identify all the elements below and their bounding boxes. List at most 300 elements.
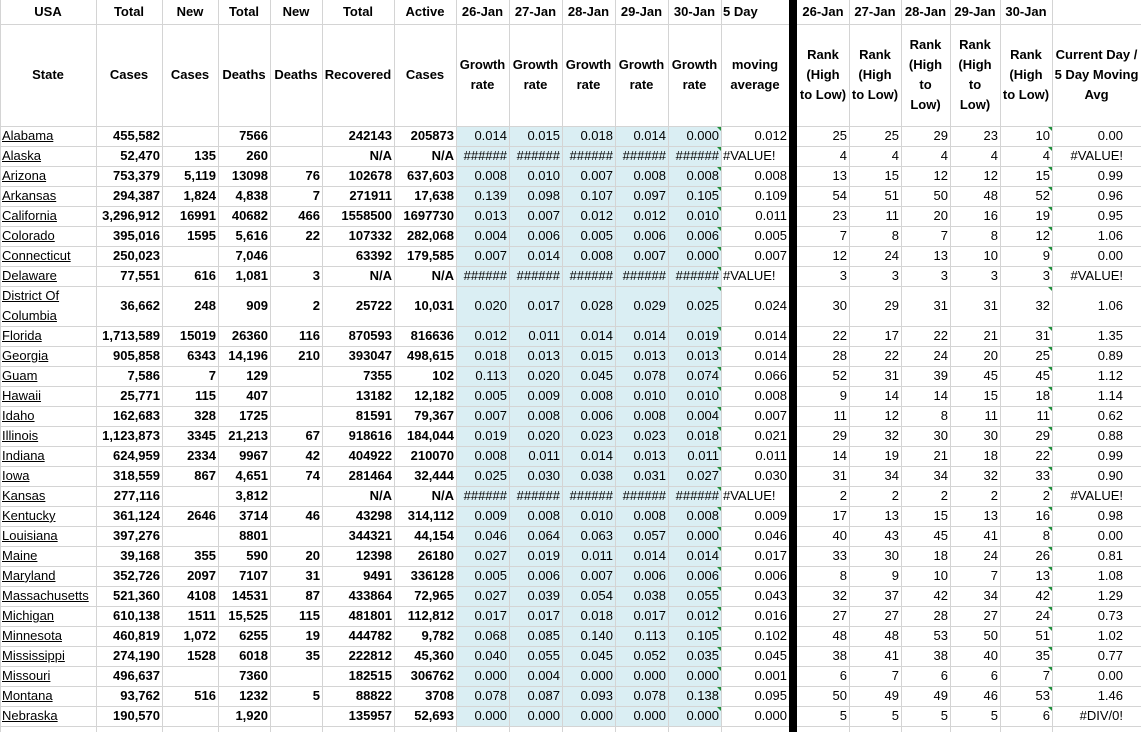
cell-new_deaths[interactable]: 5	[312, 687, 320, 703]
cell-g5[interactable]: 0.000	[668, 666, 721, 686]
cell-avg[interactable]: 0.016	[754, 607, 787, 623]
cell-g2[interactable]: 0.004	[509, 666, 562, 686]
cell-r1[interactable]: 5	[839, 707, 847, 723]
cell-g5[interactable]: ######	[668, 146, 721, 166]
cell-r4[interactable]: 11	[984, 407, 998, 423]
state-link[interactable]: Nebraska	[2, 707, 58, 723]
cell-deaths[interactable]: 260	[246, 147, 268, 163]
cell-new_deaths[interactable]: 3	[312, 267, 320, 283]
cell-avg[interactable]: 0.000	[754, 707, 787, 723]
subheader-r4[interactable]	[950, 24, 1000, 126]
subheader-cases[interactable]	[96, 24, 162, 126]
cell-cases[interactable]: 521,360	[113, 587, 160, 603]
state-link[interactable]: California	[2, 207, 57, 223]
cell-cur[interactable]: 0.00	[1097, 127, 1123, 143]
cell-new_deaths[interactable]: 115	[299, 607, 320, 623]
cell-avg[interactable]: 0.043	[754, 587, 787, 603]
cell-g2[interactable]: 0.011	[509, 326, 562, 346]
cell-r3[interactable]: 42	[933, 587, 948, 603]
state-link[interactable]: Louisiana	[2, 527, 58, 543]
cell-r2[interactable]: 11	[885, 207, 899, 223]
cell-g1[interactable]: 0.046	[456, 526, 509, 546]
header-cell-total3[interactable]: Total	[342, 3, 374, 19]
cell-g5[interactable]: 0.008	[668, 166, 721, 186]
cell-g3[interactable]: 0.018	[562, 606, 615, 626]
cell-active[interactable]: N/A	[431, 147, 454, 163]
subheader-g4[interactable]	[615, 24, 668, 126]
cell-g3[interactable]: 0.093	[562, 686, 615, 706]
cell-r1[interactable]: 25	[832, 127, 847, 143]
cell-new_cases[interactable]: 6343	[187, 347, 216, 363]
cell-r4[interactable]: 10	[983, 247, 998, 263]
cell-deaths[interactable]: 14531	[231, 587, 268, 603]
subheader-recovered[interactable]	[322, 24, 394, 126]
cell-recovered[interactable]: 1558500	[341, 207, 392, 223]
cell-r3[interactable]: 7	[940, 227, 948, 243]
cell-deaths[interactable]: 6255	[239, 627, 268, 643]
cell-new_cases[interactable]: 516	[194, 687, 216, 703]
cell-g2[interactable]: 0.007	[509, 206, 562, 226]
cell-r1[interactable]: 23	[832, 207, 847, 223]
cell-r3[interactable]: 24	[933, 347, 948, 363]
cell-cases[interactable]: 294,387	[113, 187, 160, 203]
cell-active[interactable]: 72,965	[414, 587, 454, 603]
cell-r2[interactable]: 34	[884, 467, 899, 483]
cell-r2[interactable]: 5	[891, 707, 899, 723]
cell-g2[interactable]: 0.009	[509, 386, 562, 406]
cell-r4[interactable]: 24	[983, 547, 998, 563]
cell-g1[interactable]: 0.040	[456, 646, 509, 666]
cell-g1[interactable]: 0.025	[456, 466, 509, 486]
cell-g3[interactable]: 0.140	[562, 626, 615, 646]
cell-g5[interactable]: 0.000	[668, 526, 721, 546]
cell-g1[interactable]: 0.007	[456, 246, 509, 266]
cell-active[interactable]: 205873	[410, 127, 454, 143]
cell-g3[interactable]: 0.107	[562, 186, 615, 206]
cell-r3[interactable]: 34	[933, 467, 948, 483]
cell-g5[interactable]: ######	[668, 486, 721, 506]
cell-new_cases[interactable]: 1,072	[183, 627, 216, 643]
cell-r1[interactable]: 6	[839, 667, 847, 683]
cell-new_cases[interactable]: 328	[194, 407, 216, 423]
cell-recovered[interactable]: 404922	[348, 447, 392, 463]
cell-r3[interactable]: 13	[933, 247, 948, 263]
cell-new_deaths[interactable]: 87	[305, 587, 320, 603]
subheader-avg[interactable]	[721, 24, 789, 126]
cell-avg[interactable]: 0.109	[754, 187, 787, 203]
cell-deaths[interactable]: 6018	[239, 647, 268, 663]
cell-active[interactable]: 498,615	[407, 347, 454, 363]
cell-avg[interactable]: 0.007	[754, 247, 787, 263]
cell-g3[interactable]: 0.063	[562, 526, 615, 546]
cell-g2[interactable]: 0.064	[509, 526, 562, 546]
cell-active[interactable]: N/A	[431, 487, 454, 503]
cell-new_cases[interactable]: 1595	[187, 227, 216, 243]
cell-new_deaths[interactable]: 7	[312, 187, 320, 203]
cell-g2[interactable]: 0.006	[509, 566, 562, 586]
cell-g4[interactable]: 0.000	[615, 706, 668, 726]
cell-r1[interactable]: 38	[832, 647, 847, 663]
cell-g2[interactable]: 0.008	[509, 406, 562, 426]
cell-g1[interactable]: 0.139	[456, 186, 509, 206]
cell-g2[interactable]: 0.039	[509, 586, 562, 606]
cell-recovered[interactable]: N/A	[369, 487, 392, 503]
cell-r5[interactable]: 29	[1035, 427, 1050, 443]
cell-new_deaths[interactable]	[270, 146, 322, 166]
state-link[interactable]: Maryland	[2, 567, 56, 583]
cell-cur[interactable]: 1.08	[1097, 567, 1123, 583]
cell-g4[interactable]: 0.052	[615, 646, 668, 666]
state-link[interactable]: Colorado	[2, 227, 55, 243]
cell-avg[interactable]: 0.066	[754, 367, 787, 383]
cell-r1[interactable]: 13	[832, 167, 847, 183]
cell-new_deaths[interactable]: 46	[305, 507, 320, 523]
cell-g5[interactable]: 0.018	[668, 426, 721, 446]
cell-g5[interactable]: 0.010	[668, 386, 721, 406]
cell-g4[interactable]: 0.008	[615, 166, 668, 186]
cell-r5[interactable]: 16	[1035, 507, 1050, 523]
cell-g2[interactable]: 0.013	[509, 346, 562, 366]
cell-r1[interactable]: 14	[832, 447, 847, 463]
cell-g5[interactable]: 0.000	[668, 706, 721, 726]
cell-new_cases[interactable]: 355	[194, 547, 216, 563]
state-link[interactable]: District Of Columbia	[2, 288, 60, 323]
cell-cases[interactable]: 39,168	[120, 547, 160, 563]
cell-avg[interactable]: 0.021	[754, 427, 787, 443]
cell-cur[interactable]: 0.99	[1097, 167, 1123, 183]
state-link[interactable]: Arkansas	[2, 187, 57, 203]
cell-deaths[interactable]: 13098	[231, 167, 268, 183]
cell-recovered[interactable]: 63392	[355, 247, 392, 263]
cell-cur[interactable]: 0.00	[1097, 667, 1123, 683]
cell-r3[interactable]: 29	[933, 127, 948, 143]
cell-r2[interactable]: 19	[884, 447, 899, 463]
cell-recovered[interactable]: 7355	[363, 367, 392, 383]
cell-recovered[interactable]: N/A	[369, 267, 392, 283]
cell-g5[interactable]: 0.025	[668, 286, 721, 326]
cell-r1[interactable]: 12	[832, 247, 847, 263]
subheader-deaths[interactable]	[218, 24, 270, 126]
subheader-g2[interactable]	[509, 24, 562, 126]
state-link[interactable]: Illinois	[2, 427, 39, 443]
cell-g1[interactable]: 0.009	[456, 506, 509, 526]
cell-active[interactable]: 306762	[410, 667, 454, 683]
cell-new_deaths[interactable]: 22	[305, 227, 320, 243]
cell-active[interactable]: 26180	[417, 547, 454, 563]
cell-r5[interactable]: 18	[1035, 387, 1050, 403]
cell-cases[interactable]: 1,123,873	[102, 427, 160, 443]
cell-deaths[interactable]: 7107	[239, 567, 268, 583]
cell-r2[interactable]: 51	[884, 187, 899, 203]
cell-r1[interactable]: 52	[832, 367, 847, 383]
cell-cur[interactable]: 1.12	[1097, 367, 1123, 383]
cell-recovered[interactable]: 81591	[355, 407, 392, 423]
cell-g2[interactable]: 0.011	[509, 446, 562, 466]
cell-active[interactable]: 52,693	[414, 707, 454, 723]
cell-g2[interactable]: 0.087	[509, 686, 562, 706]
cell-deaths[interactable]: 7,046	[235, 247, 268, 263]
subheader-g5[interactable]	[668, 24, 721, 126]
cell-recovered[interactable]: 9491	[363, 567, 392, 583]
cell-r1[interactable]: 28	[832, 347, 847, 363]
subheader-r2[interactable]	[849, 24, 901, 126]
cell-avg[interactable]: 0.011	[755, 447, 787, 463]
cell-new_deaths[interactable]: 210	[298, 347, 320, 363]
cell-r5[interactable]: 31	[1035, 327, 1050, 343]
cell-cases[interactable]: 93,762	[120, 687, 160, 703]
state-link[interactable]: Massachusetts	[2, 587, 89, 603]
cell-new_cases[interactable]: 616	[194, 267, 216, 283]
cell-cases[interactable]: 25,771	[120, 387, 160, 403]
state-link[interactable]: Idaho	[2, 407, 35, 423]
subheader-state[interactable]	[0, 24, 96, 126]
cell-deaths[interactable]: 14,196	[228, 347, 268, 363]
cell-g3[interactable]: 0.038	[562, 466, 615, 486]
subheader-new_cases[interactable]	[162, 24, 218, 126]
header-cell-rd5[interactable]: 30-Jan	[1005, 3, 1047, 19]
header-cell-total2[interactable]: Total	[228, 3, 260, 19]
cell-new_cases[interactable]: 115	[195, 387, 216, 403]
cell-cases[interactable]: 3,296,912	[102, 207, 160, 223]
cell-g2[interactable]: ######	[509, 266, 562, 286]
cell-active[interactable]: 44,154	[414, 527, 454, 543]
cell-active[interactable]: 32,444	[414, 467, 454, 483]
cell-r3[interactable]: 30	[933, 427, 948, 443]
header-cell-d1[interactable]: 26-Jan	[461, 3, 504, 19]
cell-recovered[interactable]: 344321	[348, 527, 392, 543]
cell-g3[interactable]: 0.006	[562, 406, 615, 426]
cell-active[interactable]: 210070	[410, 447, 454, 463]
state-link[interactable]: Hawaii	[2, 387, 42, 403]
cell-r4[interactable]: 46	[983, 687, 998, 703]
cell-g2[interactable]: 0.006	[509, 226, 562, 246]
header-cell-d5[interactable]: 30-Jan	[673, 3, 716, 19]
cell-r3[interactable]: 4	[940, 147, 948, 163]
cell-active[interactable]: 112,812	[407, 607, 454, 623]
cell-cases[interactable]: 36,662	[120, 297, 160, 313]
cell-new_cases[interactable]: 1511	[187, 607, 216, 623]
cell-new_cases[interactable]	[162, 126, 218, 146]
cell-r1[interactable]: 30	[832, 297, 847, 313]
cell-g2[interactable]: 0.015	[509, 126, 562, 146]
cell-g3[interactable]: ######	[562, 266, 615, 286]
cell-r5[interactable]: 7	[1042, 667, 1050, 683]
cell-r1[interactable]: 31	[832, 467, 847, 483]
cell-g4[interactable]: ######	[615, 486, 668, 506]
cell-cur[interactable]: 0.99	[1097, 447, 1123, 463]
cell-cases[interactable]: 352,726	[113, 567, 160, 583]
cell-avg[interactable]: 0.014	[754, 327, 787, 343]
cell-g1[interactable]: 0.020	[456, 286, 509, 326]
cell-r5[interactable]: 26	[1035, 547, 1050, 563]
cell-r4[interactable]: 16	[983, 207, 998, 223]
cell-avg[interactable]: 0.102	[754, 627, 787, 643]
cell-r4[interactable]: 4	[990, 147, 998, 163]
cell-g1[interactable]: ######	[456, 266, 509, 286]
cell-r5[interactable]: 51	[1035, 627, 1050, 643]
cell-r3[interactable]: 28	[933, 607, 948, 623]
cell-avg[interactable]: 0.009	[754, 507, 787, 523]
cell-g1[interactable]: 0.014	[456, 126, 509, 146]
cell-g4[interactable]: 0.038	[615, 586, 668, 606]
cell-g1[interactable]: 0.008	[456, 446, 509, 466]
cell-r3[interactable]: 39	[933, 367, 948, 383]
cell-cur[interactable]: 0.89	[1097, 347, 1123, 363]
cell-r4[interactable]: 48	[983, 187, 998, 203]
cell-r5[interactable]: 35	[1035, 647, 1050, 663]
cell-deaths[interactable]: 9967	[239, 447, 268, 463]
cell-recovered[interactable]: N/A	[369, 147, 392, 163]
cell-new_deaths[interactable]	[270, 366, 322, 386]
cell-cur[interactable]: 1.29	[1097, 587, 1123, 603]
cell-g1[interactable]: 0.012	[456, 326, 509, 346]
cell-cases[interactable]: 496,637	[113, 667, 160, 683]
cell-r4[interactable]: 18	[983, 447, 998, 463]
cell-g1[interactable]: 0.018	[456, 346, 509, 366]
cell-g1[interactable]: ######	[456, 146, 509, 166]
cell-g5[interactable]: 0.055	[668, 586, 721, 606]
cell-cur[interactable]: 1.02	[1097, 627, 1123, 643]
cell-new_deaths[interactable]: 74	[305, 467, 320, 483]
cell-cur[interactable]: 0.00	[1097, 527, 1123, 543]
subheader-new_deaths[interactable]	[270, 24, 322, 126]
cell-g4[interactable]: 0.029	[615, 286, 668, 326]
cell-r3[interactable]: 6	[940, 667, 948, 683]
cell-r1[interactable]: 22	[832, 327, 847, 343]
cell-recovered[interactable]: 444782	[348, 627, 392, 643]
cell-r2[interactable]: 30	[884, 547, 899, 563]
cell-active[interactable]: 17,638	[414, 187, 454, 203]
cell-new_cases[interactable]: 1528	[187, 647, 216, 663]
cell-active[interactable]: 184,044	[407, 427, 454, 443]
cell-r4[interactable]: 31	[983, 297, 998, 313]
cell-r2[interactable]: 31	[884, 367, 899, 383]
cell-deaths[interactable]: 1232	[239, 687, 268, 703]
cell-deaths[interactable]: 15,525	[228, 607, 268, 623]
cell-g3[interactable]: 0.010	[562, 506, 615, 526]
cell-recovered[interactable]: 271911	[349, 187, 392, 203]
cell-r1[interactable]: 32	[832, 587, 847, 603]
cell-r5[interactable]: 19	[1035, 207, 1050, 223]
cell-g1[interactable]: 0.004	[456, 226, 509, 246]
cell-r5[interactable]: 25	[1035, 347, 1050, 363]
cell-avg[interactable]: 0.095	[754, 687, 787, 703]
cell-new_deaths[interactable]	[270, 706, 322, 726]
cell-r3[interactable]: 18	[933, 547, 948, 563]
cell-r3[interactable]: 49	[933, 687, 948, 703]
cell-r5[interactable]: 33	[1035, 467, 1050, 483]
cell-g3[interactable]: 0.000	[562, 666, 615, 686]
cell-g4[interactable]: 0.008	[615, 406, 668, 426]
cell-active[interactable]: N/A	[431, 267, 454, 283]
cell-cases[interactable]: 624,959	[113, 447, 160, 463]
cell-r3[interactable]: 31	[933, 297, 948, 313]
header-cell-active[interactable]: Active	[405, 3, 445, 19]
cell-cur[interactable]: 0.96	[1097, 187, 1123, 203]
cell-deaths[interactable]: 21,213	[228, 427, 268, 443]
cell-new_deaths[interactable]	[270, 386, 322, 406]
cell-cases[interactable]: 318,559	[113, 467, 160, 483]
state-link[interactable]: Florida	[2, 327, 42, 343]
cell-r5[interactable]: 4	[1042, 147, 1050, 163]
cell-g1[interactable]: 0.013	[456, 206, 509, 226]
cell-g4[interactable]: 0.014	[615, 326, 668, 346]
cell-g2[interactable]: 0.019	[509, 546, 562, 566]
subheader-g3[interactable]	[562, 24, 615, 126]
cell-recovered[interactable]: 25722	[355, 297, 392, 313]
cell-g5[interactable]: 0.027	[668, 466, 721, 486]
cell-r5[interactable]: 15	[1035, 167, 1050, 183]
cell-r5[interactable]: 10	[1035, 127, 1050, 143]
cell-avg[interactable]: 0.024	[754, 297, 787, 313]
cell-g4[interactable]: 0.006	[615, 226, 668, 246]
subheader-r5[interactable]	[1000, 24, 1052, 126]
cell-g5[interactable]: 0.035	[668, 646, 721, 666]
cell-active[interactable]: 12,182	[414, 387, 454, 403]
cell-avg[interactable]: 0.030	[754, 467, 787, 483]
header-cell-blank[interactable]	[1052, 0, 1141, 24]
cell-g3[interactable]: 0.007	[562, 566, 615, 586]
cell-g1[interactable]: 0.000	[456, 666, 509, 686]
cell-new_deaths[interactable]: 76	[305, 167, 320, 183]
cell-r4[interactable]: 34	[983, 587, 998, 603]
cell-avg[interactable]: 0.017	[754, 547, 787, 563]
cell-g2[interactable]: ######	[509, 146, 562, 166]
cell-new_cases[interactable]: 1,824	[183, 187, 216, 203]
cell-avg[interactable]: #VALUE!	[723, 267, 776, 283]
cell-r3[interactable]: 15	[933, 507, 948, 523]
cell-new_cases[interactable]: 15019	[179, 327, 216, 343]
cell-g4[interactable]: 0.017	[615, 606, 668, 626]
cell-new_deaths[interactable]	[270, 526, 322, 546]
cell-new_cases[interactable]: 2334	[187, 447, 216, 463]
cell-r3[interactable]: 38	[933, 647, 948, 663]
header-cell-d4[interactable]: 29-Jan	[620, 3, 663, 19]
state-link[interactable]: Indiana	[2, 447, 45, 463]
cell-g4[interactable]: 0.008	[615, 506, 668, 526]
cell-avg[interactable]: 0.005	[754, 227, 787, 243]
cell-deaths[interactable]: 26360	[231, 327, 268, 343]
state-link[interactable]: Arizona	[2, 167, 47, 183]
cell-r2[interactable]: 7	[891, 667, 899, 683]
cell-r1[interactable]: 3	[839, 267, 847, 283]
cell-cases[interactable]: 162,683	[113, 407, 160, 423]
cell-recovered[interactable]: 12398	[355, 547, 392, 563]
cell-g3[interactable]: 0.012	[562, 206, 615, 226]
cell-g1[interactable]: 0.019	[456, 426, 509, 446]
header-cell-total[interactable]: Total	[113, 3, 145, 19]
cell-new_cases[interactable]: 3345	[187, 427, 216, 443]
cell-r4[interactable]: 6	[990, 667, 998, 683]
cell-deaths[interactable]: 7360	[239, 667, 268, 683]
state-link[interactable]: Connecticut	[2, 247, 71, 263]
cell-avg[interactable]: 0.008	[754, 167, 787, 183]
subheader-r1[interactable]	[797, 24, 849, 126]
cell-g2[interactable]: 0.098	[509, 186, 562, 206]
cell-g4[interactable]: 0.031	[615, 466, 668, 486]
subheader-cur[interactable]	[1052, 24, 1141, 126]
cell-recovered[interactable]: 135957	[348, 707, 392, 723]
cell-cases[interactable]: 250,023	[113, 247, 160, 263]
cell-g5[interactable]: 0.138	[668, 686, 721, 706]
cell-g4[interactable]: 0.097	[615, 186, 668, 206]
cell-avg[interactable]: 0.045	[754, 647, 787, 663]
cell-g1[interactable]: 0.027	[456, 586, 509, 606]
header-cell-rd3[interactable]: 28-Jan	[904, 3, 947, 19]
cell-r3[interactable]: 45	[933, 527, 948, 543]
cell-cases[interactable]: 277,116	[113, 487, 160, 503]
cell-deaths[interactable]: 909	[246, 297, 268, 313]
